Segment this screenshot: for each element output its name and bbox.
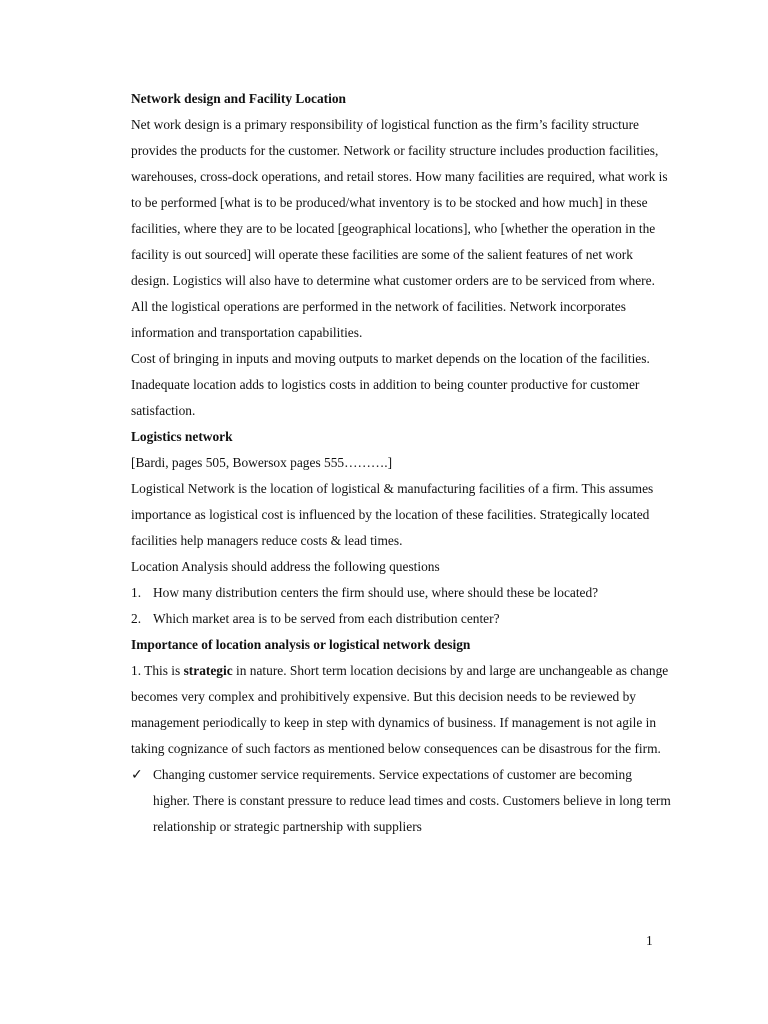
checkmark-icon: ✓	[131, 767, 143, 783]
paragraph-strategic-rest: in nature. Short term location decisions by and large are unchangeable as change becomes very complex and prohibitively expensive. But this decision needs to be reviewed by management periodically to keep in step with dynamics of business. If management is not agile in taking cognizance of such factors as mentioned below consequences can be disastrous for the firm.	[131, 663, 669, 756]
list-item	[131, 606, 671, 632]
questions-list	[131, 580, 671, 632]
list-item-text: Which market area is to be served from each distribution center?	[153, 611, 500, 626]
paragraph-cost-of-inputs: Cost of bringing in inputs and moving outputs to market depends on the location of the facilities. Inadequate location adds to logistics costs in addition to being counter productive for customer satisfaction.	[131, 351, 650, 418]
checklist	[131, 762, 671, 840]
paragraph-location-analysis: Location Analysis should address the following questions	[131, 559, 440, 574]
list-item-number: 1.	[131, 585, 142, 600]
list-item-text: How many distribution centers the firm should use, where should these be located?	[153, 585, 599, 600]
checklist-item-text: Changing customer service requirements. Service expectations of customer are becoming higher. There is constant pressure to reduce lead times and costs. Customers believe in long term relationship or strategic partnership with suppliers	[153, 767, 671, 834]
paragraph-logistical-network: Logistical Network is the location of logistical & manufacturing facilities of a firm. This assumes importance as logistical cost is influenced by the location of these facilities. Strategically located facilities help managers reduce costs & lead times.	[131, 481, 654, 548]
paragraph-network-design: Net work design is a primary responsibility of logistical function as the firm’s facility structure provides the products for the customer. Network or facility structure includes production facilities, warehouses, cross-dock operations, and retail stores. How many facilities are required, what work is to be performed [what is to be produced/what inventory is to be stocked and how much] in these facilities, where they are to be located [geographical locations], who [whether the operation in the facility is out sourced] will operate these facilities are some of the salient features of net work design. Logistics will also have to determine what customer orders are to be serviced from where. All the logistical operations are performed in the network of facilities. Network incorporates information and transportation capabilities.	[131, 117, 668, 340]
list-item	[131, 580, 671, 606]
checklist-item	[131, 762, 671, 840]
heading-network-design: Network design and Facility Location	[131, 91, 346, 106]
heading-importance: Importance of location analysis or logistical network design	[131, 637, 471, 652]
paragraph-strategic	[131, 658, 671, 762]
heading-logistics-network: Logistics network	[131, 429, 233, 444]
page-number: 1	[646, 933, 653, 948]
reference-citation: [Bardi, pages 505, Bowersox pages 555……….]	[131, 455, 393, 470]
list-item-number: 2.	[131, 611, 142, 626]
strategic-bold-word: strategic	[183, 663, 233, 678]
paragraph-strategic-prefix: 1. This is	[131, 663, 184, 678]
document-page	[131, 86, 671, 840]
